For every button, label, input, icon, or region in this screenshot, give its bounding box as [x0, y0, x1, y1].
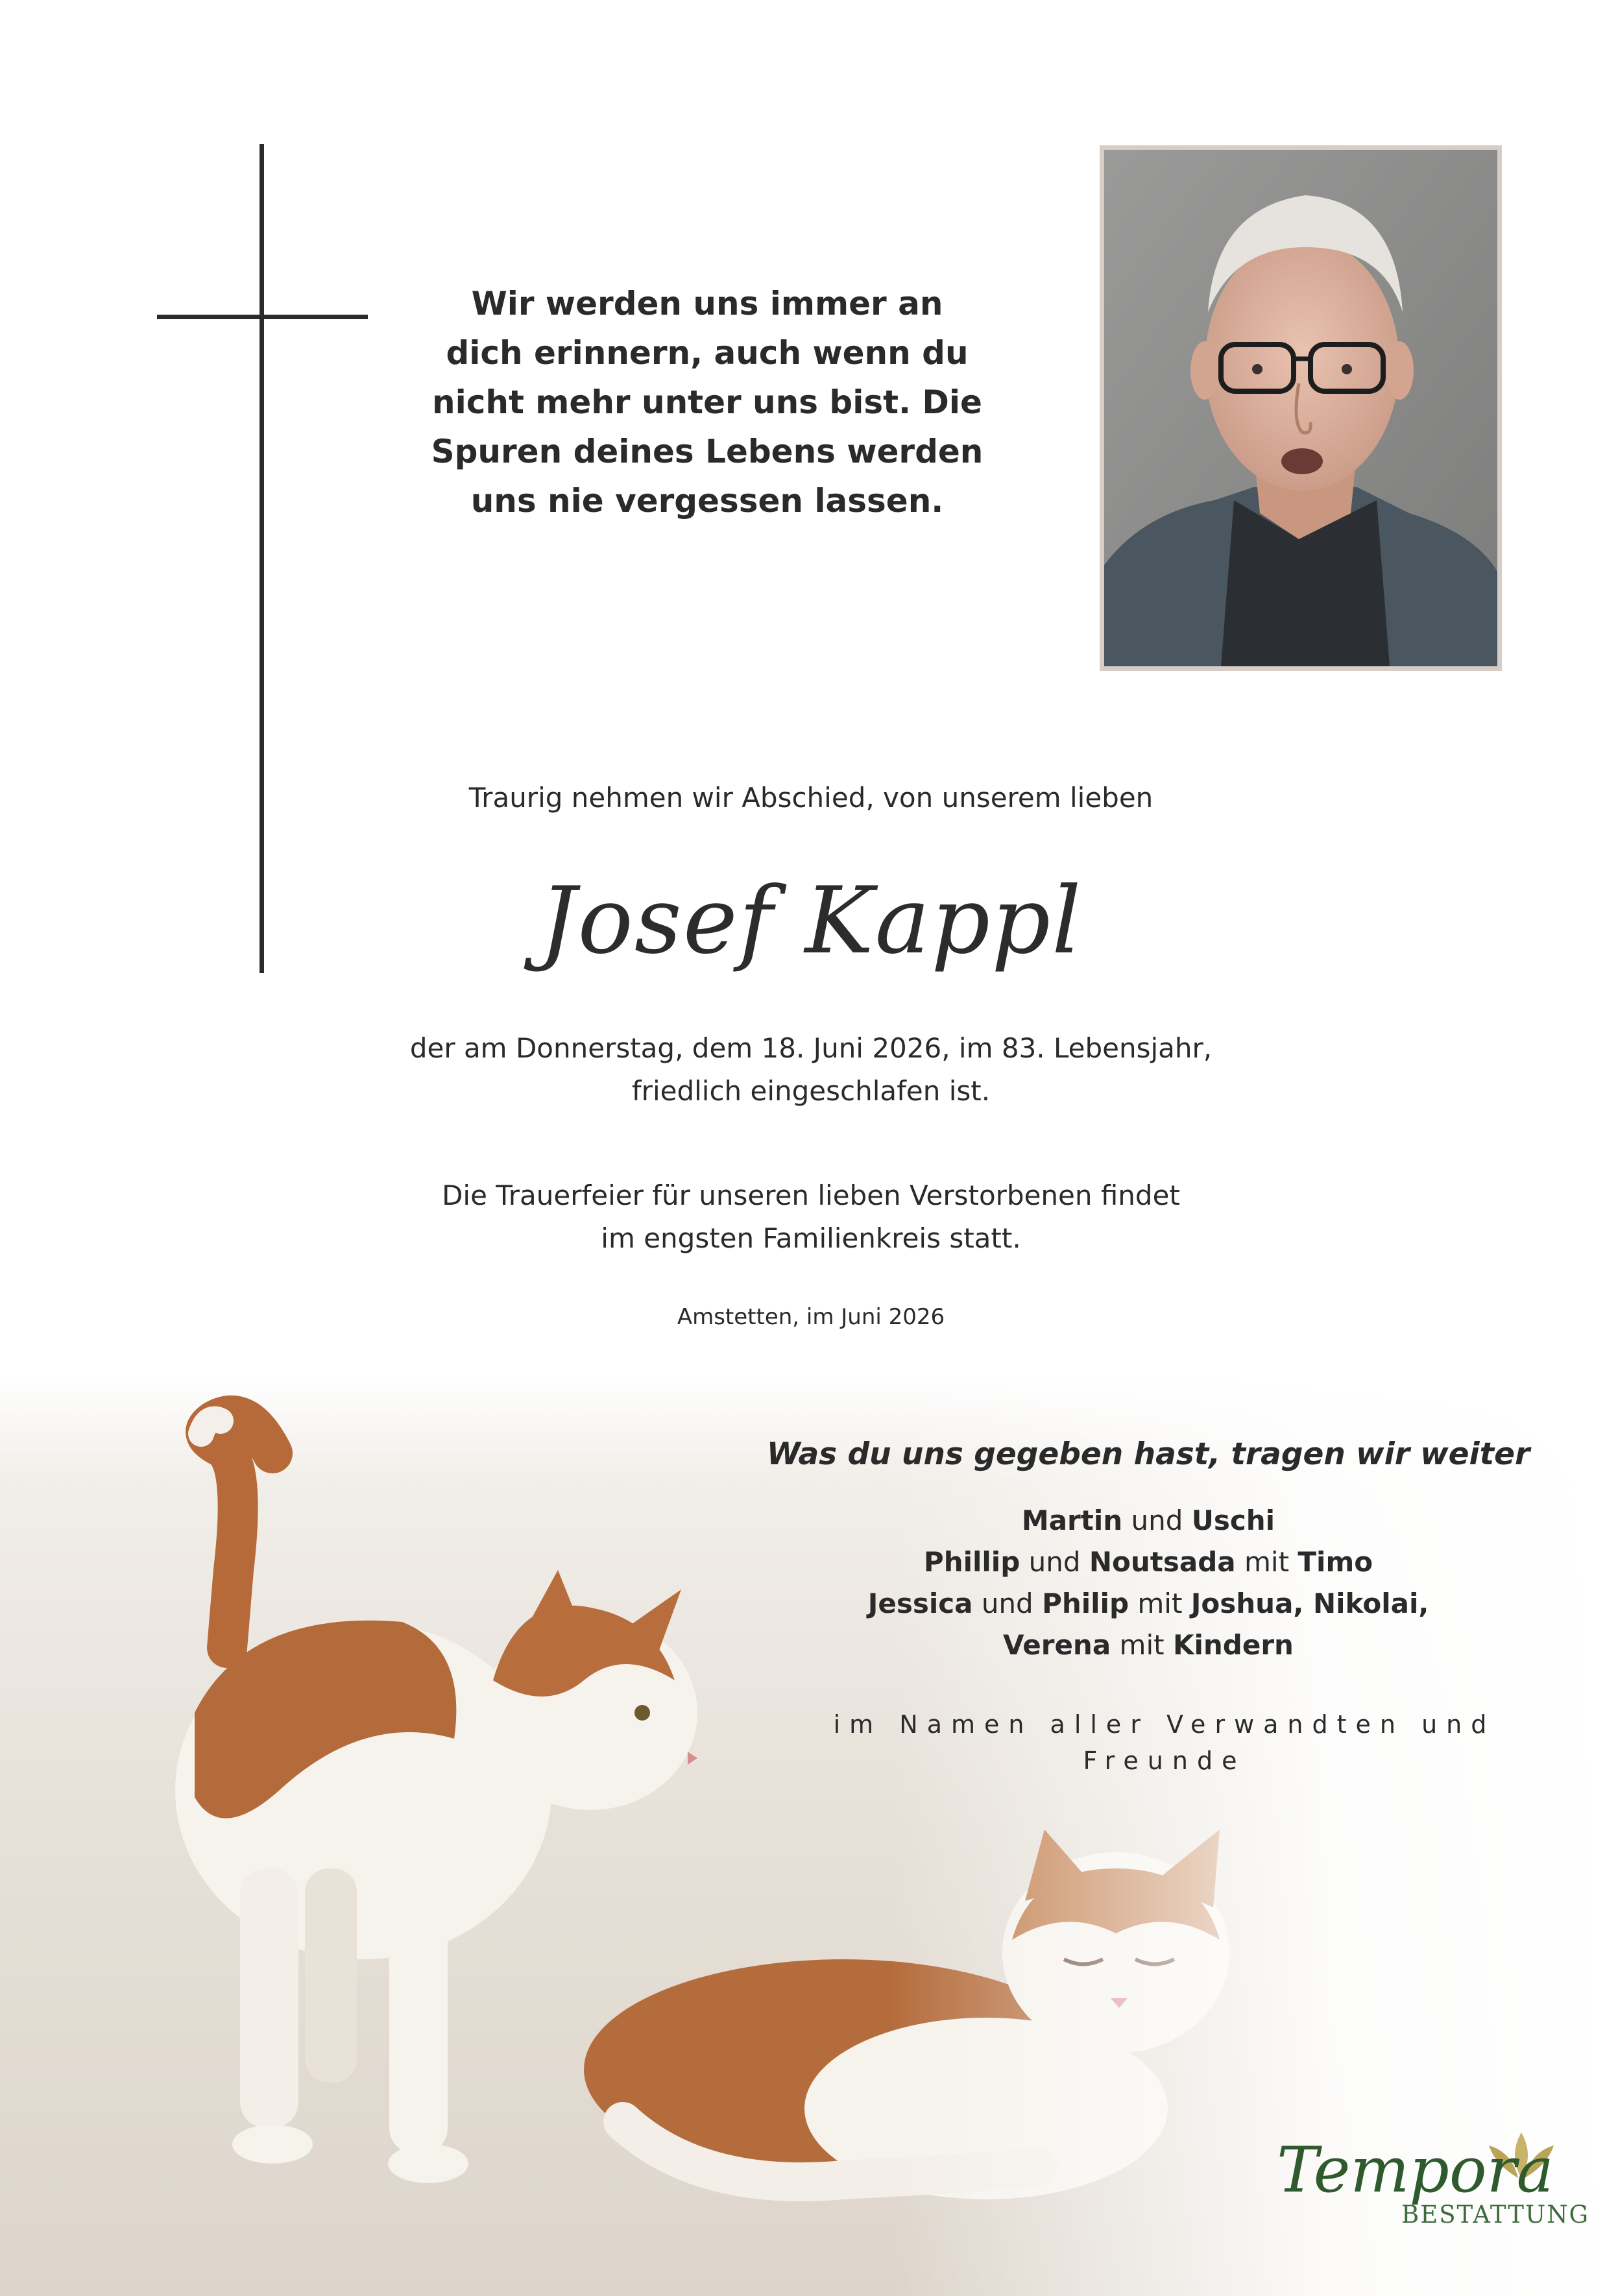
mourners-line: Verena mit Kindern [1003, 1629, 1294, 1661]
logo-subtitle: BESTATTUNG [1401, 2201, 1590, 2229]
funeral-notice [324, 1174, 1298, 1260]
logo-wordmark: Tempora [1277, 2134, 1554, 2206]
cross-vertical-bar [260, 144, 264, 973]
portrait-photo [1100, 145, 1502, 671]
mourners-line: Phillip und Noutsada mit Timo [923, 1546, 1373, 1578]
portrait-image [1104, 150, 1497, 666]
funeral-line: im engsten Familienkreis statt. [601, 1222, 1021, 1254]
mourners-list [753, 1500, 1544, 1666]
mourners-line: Jessica und Philip mit Joshua, Nikolai, [867, 1588, 1429, 1619]
death-notice [324, 1027, 1298, 1113]
quote-line: uns nie vergessen lassen. [470, 482, 944, 520]
place-date: Amstetten, im Juni 2026 [677, 1304, 945, 1330]
quote-line: Spuren deines Lebens werden [431, 433, 984, 470]
cross-horizontal-bar [157, 315, 368, 319]
quote-line: dich erinnern, auch wenn du [446, 334, 969, 372]
motto: Was du uns gegeben hast, tragen wir weiter [766, 1436, 1530, 1472]
quote-line: Wir werden uns immer an [471, 285, 943, 322]
funeral-line: Die Trauerfeier für unseren lieben Verstorbenen findet [442, 1179, 1180, 1211]
quote-line: nicht mehr unter uns bist. Die [432, 383, 982, 421]
death-line: friedlich eingeschlafen ist. [631, 1075, 991, 1107]
closing-line: im Namen aller Verwandten und Freunde [833, 1710, 1496, 1775]
death-line: der am Donnerstag, dem 18. Juni 2026, im 83. Lebensjahr, [409, 1032, 1213, 1064]
deceased-name: Josef Kappl [539, 867, 1083, 974]
intro-text: Traurig nehmen wir Abschied, von unserem lieben [468, 782, 1153, 814]
memorial-quote [415, 279, 999, 526]
mourners-line: Martin und Uschi [1021, 1504, 1275, 1536]
